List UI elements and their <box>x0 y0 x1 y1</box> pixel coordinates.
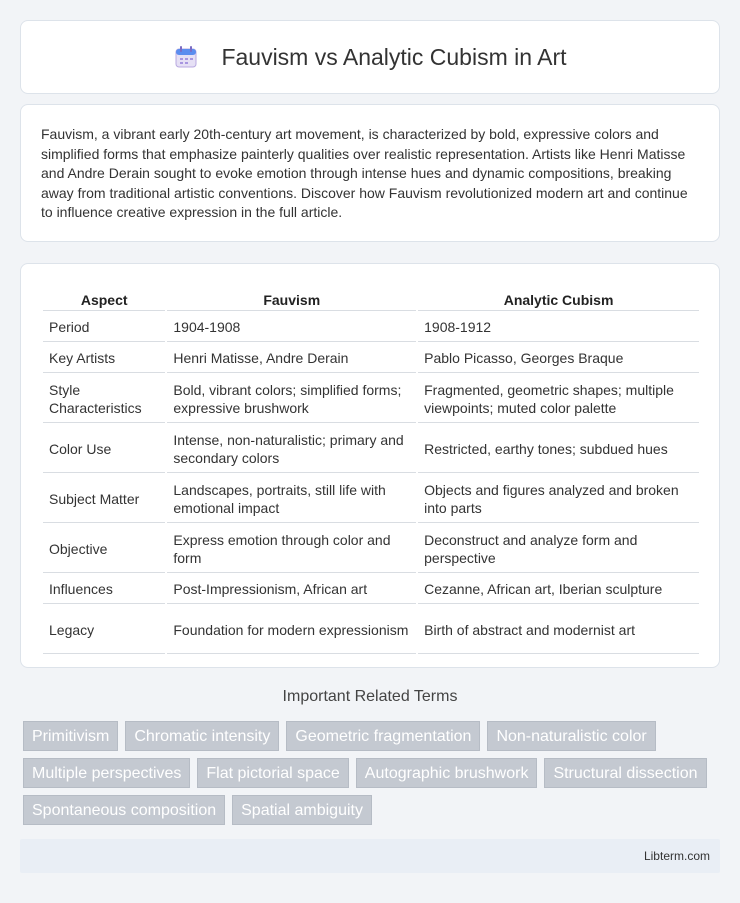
term-tag[interactable]: Flat pictorial space <box>197 758 348 788</box>
table-row <box>43 606 699 654</box>
table-cell: Cezanne, African art, Iberian sculpture <box>418 575 699 604</box>
footer <box>20 839 720 873</box>
intro-card <box>20 104 720 242</box>
table-row <box>43 375 699 423</box>
intro-text: Fauvism, a vibrant early 20th-century art movement, is characterized by bold, expressive colors and simplified forms that emphasize painterly qualities over realistic representation. Artists like Henri Matisse and Andre Derain sought to evoke emotion through intense hues and dynamic compositions, breaking away from traditional artistic conventions. Discover how Fauvism revolutionized modern art and continue to influence creative expression in the full article. <box>41 126 688 221</box>
term-tag[interactable]: Multiple perspectives <box>23 758 190 788</box>
table-cell: Subject Matter <box>43 475 165 523</box>
table-cell: Key Artists <box>43 344 165 373</box>
table-cell: Bold, vibrant colors; simplified forms; expressive brushwork <box>167 375 416 423</box>
table-header-row <box>43 286 699 311</box>
table-cell: Objects and figures analyzed and broken into parts <box>418 475 699 523</box>
page-title: Fauvism vs Analytic Cubism in Art <box>221 43 567 70</box>
table-cell: Fragmented, geometric shapes; multiple viewpoints; muted color palette <box>418 375 699 423</box>
table-cell: Intense, non-naturalistic; primary and secondary colors <box>167 425 416 473</box>
related-terms-title: Important Related Terms <box>282 688 458 705</box>
term-tag[interactable]: Non-naturalistic color <box>487 721 655 751</box>
term-tag[interactable]: Spontaneous composition <box>23 795 225 825</box>
table-row <box>43 475 699 523</box>
table-cell: Influences <box>43 575 165 604</box>
related-terms-list <box>23 721 723 832</box>
header-analytic-cubism: Analytic Cubism <box>418 286 699 311</box>
table-cell: 1904-1908 <box>167 313 416 342</box>
table-cell: Birth of abstract and modernist art <box>418 606 699 654</box>
table-cell: Color Use <box>43 425 165 473</box>
table-row <box>43 425 699 473</box>
term-tag[interactable]: Geometric fragmentation <box>286 721 480 751</box>
comparison-table-card <box>20 263 720 668</box>
table-cell: Post-Impressionism, African art <box>167 575 416 604</box>
term-tag[interactable]: Chromatic intensity <box>125 721 279 751</box>
table-cell: Henri Matisse, Andre Derain <box>167 344 416 373</box>
term-tag[interactable]: Primitivism <box>23 721 118 751</box>
term-tag[interactable]: Spatial ambiguity <box>232 795 372 825</box>
table-row <box>43 575 699 604</box>
table-cell: Objective <box>43 525 165 573</box>
header-fauvism: Fauvism <box>167 286 416 311</box>
term-tag[interactable]: Structural dissection <box>544 758 706 788</box>
table-row <box>43 344 699 373</box>
table-cell: Legacy <box>43 606 165 654</box>
table-cell: Express emotion through color and form <box>167 525 416 573</box>
footer-site-link[interactable]: Libterm.com <box>643 849 710 863</box>
table-cell: Pablo Picasso, Georges Braque <box>418 344 699 373</box>
table-cell: Landscapes, portraits, still life with emotional impact <box>167 475 416 523</box>
table-cell: Period <box>43 313 165 342</box>
header-card <box>20 20 720 94</box>
table-row <box>43 313 699 342</box>
table-cell: Foundation for modern expressionism <box>167 606 416 654</box>
term-tag[interactable]: Autographic brushwork <box>356 758 538 788</box>
header-aspect: Aspect <box>43 286 165 311</box>
table-cell: 1908-1912 <box>418 313 699 342</box>
table-cell: Style Characteristics <box>43 375 165 423</box>
table-cell: Restricted, earthy tones; subdued hues <box>418 425 699 473</box>
comparison-table <box>41 284 701 656</box>
table-row <box>43 525 699 573</box>
table-cell: Deconstruct and analyze form and perspective <box>418 525 699 573</box>
calendar-icon <box>173 44 199 70</box>
